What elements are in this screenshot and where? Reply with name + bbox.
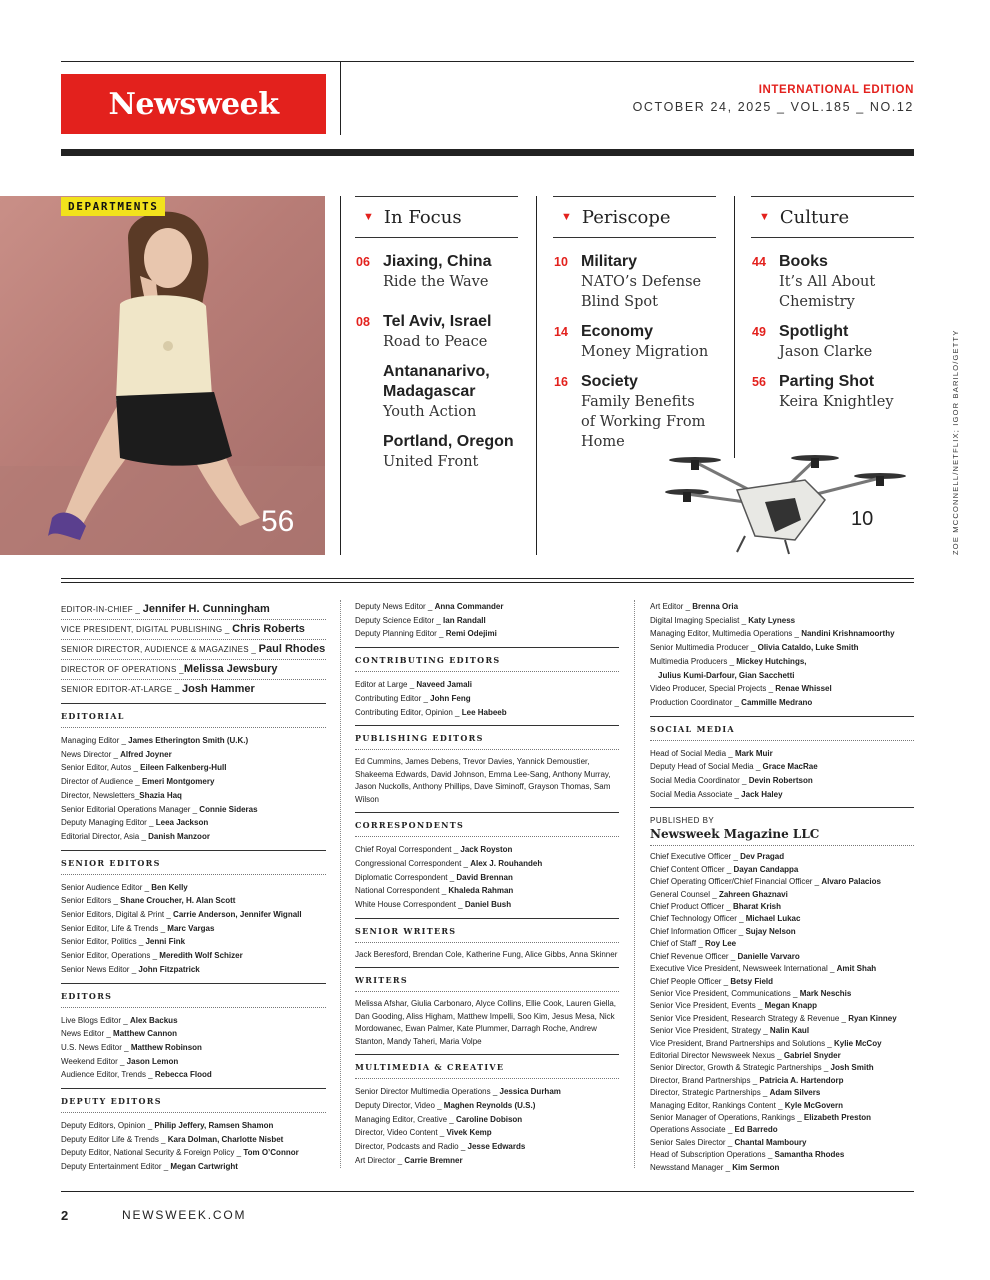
- masthead-row: News Editor _ Matthew Cannon: [61, 1029, 178, 1039]
- masthead-rule-top: [61, 578, 914, 579]
- masthead-row: Director, Strategic Partnerships _ Adam Silvers: [650, 1088, 821, 1098]
- masthead-row: Senior Editor, Life & Trends _ Marc Vargas: [61, 923, 215, 933]
- masthead-row: Digital Imaging Specialist _ Katy Lyness: [650, 615, 796, 625]
- section-title: In Focus: [383, 206, 462, 228]
- masthead-row: Director, Video Content _ Vivek Kemp: [355, 1128, 492, 1138]
- masthead-heading: DEPUTY EDITORS: [61, 1088, 326, 1113]
- entry-subtitle: Family Benefits of Working From Home: [581, 394, 706, 450]
- masthead-column-2: [355, 600, 619, 1167]
- masthead-row: Deputy News Editor _ Anna Commander: [355, 602, 504, 611]
- masthead-row: Editorial Director, Asia _ Danish Manzoor: [61, 831, 210, 841]
- top-rule: [61, 61, 914, 62]
- masthead-row: Deputy Science Editor _ Ian Randall: [355, 615, 486, 625]
- masthead-column-3: [650, 600, 914, 1174]
- masthead-row: Contributing Editor, Opinion _ Lee Habeeb: [355, 707, 507, 717]
- entry-subtitle: NATO’s Defense Blind Spot: [581, 274, 702, 310]
- toc-entry[interactable]: [355, 252, 518, 292]
- triangle-down-icon: ▼: [363, 211, 374, 223]
- page-number: 06: [356, 255, 370, 269]
- masthead-row: Vice President, Brand Partnerships and Solutions _ Kylie McCoy: [650, 1038, 882, 1048]
- masthead-heading: SOCIAL MEDIA: [650, 716, 914, 741]
- toc-entry[interactable]: [751, 252, 914, 312]
- entry-subtitle: Ride the Wave: [383, 274, 489, 290]
- masthead-row: Audience Editor, Trends _ Rebecca Flood: [61, 1070, 212, 1080]
- masthead-column-1: [61, 600, 326, 1174]
- masthead-heading: PUBLISHING EDITORS: [355, 725, 619, 750]
- masthead-row: Chief Operating Officer/Chief Financial Officer _ Alvaro Palacios: [650, 877, 881, 887]
- masthead-row: Social Media Associate _ Jack Haley: [650, 789, 783, 799]
- masthead-row: Senior Vice President, Strategy _ Nalin Kaul: [650, 1026, 810, 1036]
- section-title: Periscope: [581, 206, 671, 228]
- entry-title: Books: [779, 253, 828, 270]
- section-in-focus: [355, 196, 518, 472]
- photo-credit: ZOE MCCONNELL/NETFLIX; IGOR BARILO/GETTY: [951, 329, 960, 555]
- masthead-row: White House Correspondent _ Daniel Bush: [355, 900, 512, 910]
- masthead-row: Senior Editor, Autos _ Eileen Falkenberg-Hull: [61, 763, 227, 773]
- masthead-row: Senior Manager of Operations, Rankings _ Elizabeth Preston: [650, 1112, 871, 1122]
- page-number: 44: [752, 255, 766, 269]
- masthead-row: Managing Editor, Creative _ Caroline Dobison: [355, 1114, 523, 1124]
- masthead-row: Editor at Large _ Naveed Jamali: [355, 680, 472, 690]
- masthead-row: Art Director _ Carrie Bremner: [355, 1155, 463, 1165]
- masthead-row: Congressional Correspondent _ Alex J. Rouhandeh: [355, 858, 543, 868]
- masthead-row: Deputy Head of Social Media _ Grace MacRae: [650, 762, 818, 772]
- entry-title: Portland, Oregon: [383, 433, 514, 450]
- masthead-row: Deputy Editors, Opinion _ Philip Jeffery, Ramsen Shamon: [61, 1121, 274, 1131]
- masthead-row: Head of Subscription Operations _ Samantha Rhodes: [650, 1150, 845, 1160]
- masthead-row: Chief Information Officer _ Sujay Nelson: [650, 926, 796, 936]
- masthead-row: Operations Associate _ Ed Barredo: [650, 1125, 778, 1135]
- masthead-row: Senior Editors, Digital & Print _ Carrie Anderson, Jennifer Wignall: [61, 910, 302, 920]
- published-by-label: PUBLISHED BY: [650, 807, 914, 825]
- triangle-down-icon: ▼: [561, 211, 572, 223]
- masthead-row: Senior Editorial Operations Manager _ Connie Sideras: [61, 804, 258, 814]
- masthead-row: Director of Audience _ Emeri Montgomery: [61, 777, 215, 787]
- column-divider-1: [340, 196, 341, 555]
- entry-title: Tel Aviv, Israel: [383, 313, 492, 330]
- entry-title: Jiaxing, China: [383, 253, 492, 270]
- masthead-top-row: EDITOR-IN-CHIEF _ Jennifer H. Cunningham: [61, 600, 326, 620]
- section-header: [355, 196, 518, 238]
- footer-site-link[interactable]: NEWSWEEK.COM: [122, 1208, 247, 1222]
- photo-page-number: 56: [261, 505, 295, 538]
- masthead-row: Managing Editor, Multimedia Operations _ Nandini Krishnamoorthy: [650, 629, 895, 639]
- drone-photo[interactable]: [625, 440, 915, 555]
- masthead-row: Video Producer, Special Projects _ Renae Whissel: [650, 684, 832, 694]
- masthead-row: Art Editor _ Brenna Oria: [650, 602, 739, 611]
- entry-title: Antananarivo, Madagascar: [383, 363, 490, 400]
- thick-rule: [61, 149, 914, 156]
- entry-subtitle: Money Migration: [581, 344, 709, 360]
- entry-title: Parting Shot: [779, 373, 875, 390]
- senior-writers-list: Jack Beresford, Brendan Cole, Katherine Fung, Alice Gibbs, Anna Skinner: [355, 949, 618, 959]
- toc-entry[interactable]: [355, 312, 518, 352]
- masthead-row: Chief Executive Officer _ Dev Pragad: [650, 852, 785, 862]
- masthead-row: Senior Multimedia Producer _ Olivia Cataldo, Luke Smith: [650, 643, 859, 653]
- masthead-heading: CORRESPONDENTS: [355, 812, 619, 837]
- masthead-row: Social Media Coordinator _ Devin Robertson: [650, 776, 813, 786]
- masthead-row: National Correspondent _ Khaleda Rahman: [355, 886, 514, 896]
- masthead-row: Head of Social Media _ Mark Muir: [650, 748, 773, 758]
- writers-list: Melissa Afshar, Giulia Carbonaro, Alyce Collins, Ellie Cook, Lauren Giella, Dan Gooding, Aliss Higham, Matthew Impelli, Soo Kim, Jesus Mesa, Nick Mordowanec, Ewan Palmer, Kate Plummer, Darragh Roche, Andrew Stanton, Mandy Taheri, Maria Volpe: [355, 999, 617, 1046]
- entry-subtitle: United Front: [383, 454, 479, 470]
- column-divider-3: [734, 196, 735, 458]
- masthead-row: Deputy Editor, National Security & Foreign Policy _ Tom O’Connor: [61, 1148, 299, 1158]
- masthead-row: Deputy Managing Editor _ Leea Jackson: [61, 818, 209, 828]
- footer-rule: [61, 1191, 914, 1192]
- edition-label: INTERNATIONAL EDITION: [758, 84, 914, 96]
- masthead-row: Multimedia Producers _ Mickey Hutchings,: [650, 656, 807, 666]
- toc-entry[interactable]: [355, 432, 518, 472]
- entry-subtitle: Keira Knightley: [779, 394, 894, 410]
- issue-info: [633, 84, 914, 114]
- masthead-heading: EDITORIAL: [61, 703, 326, 728]
- masthead-row: Senior Editors _ Shane Croucher, H. Alan Scott: [61, 896, 236, 906]
- newsweek-logo[interactable]: Newsweek: [61, 74, 326, 134]
- entry-subtitle: Road to Peace: [383, 334, 488, 350]
- masthead-top-row: SENIOR EDITOR-AT-LARGE _ Josh Hammer: [61, 683, 255, 695]
- masthead-row: Senior Vice President, Communications _ Mark Neschis: [650, 988, 852, 998]
- masthead-row: Senior Director Multimedia Operations _ Jessica Durham: [355, 1087, 561, 1097]
- masthead-row: Julius Kumi-Darfour, Gian Sacchetti: [658, 670, 795, 680]
- masthead-top-row: SENIOR DIRECTOR, AUDIENCE & MAGAZINES _ Paul Rhodes: [61, 640, 326, 660]
- masthead-row: General Counsel _ Zahreen Ghaznavi: [650, 889, 788, 899]
- masthead-row: Chief Product Officer _ Bharat Krish: [650, 902, 782, 912]
- masthead-heading: SENIOR WRITERS: [355, 918, 619, 943]
- entry-subtitle: Jason Clarke: [779, 344, 873, 360]
- masthead-row: Production Coordinator _ Cammille Medrano: [650, 697, 813, 707]
- section-header: [553, 196, 716, 238]
- toc-entry[interactable]: [751, 322, 914, 362]
- toc-entry[interactable]: [553, 252, 716, 312]
- masthead-row: Live Blogs Editor _ Alex Backus: [61, 1015, 178, 1025]
- masthead-row: Contributing Editor _ John Feng: [355, 693, 471, 703]
- entry-title: Economy: [581, 323, 654, 340]
- toc-entry[interactable]: [751, 372, 914, 412]
- masthead-heading: CONTRIBUTING EDITORS: [355, 647, 619, 672]
- departments-photo[interactable]: [0, 196, 325, 555]
- masthead-row: Diplomatic Correspondent _ David Brennan: [355, 872, 513, 882]
- masthead-row: Director, Brand Partnerships _ Patricia A. Hartendorp: [650, 1075, 844, 1085]
- masthead-row: Editorial Director Newsweek Nexus _ Gabriel Snyder: [650, 1050, 841, 1060]
- dateline: OCTOBER 24, 2025 _ VOL.185 _ NO.12: [632, 100, 914, 114]
- masthead-row: Executive Vice President, Newsweek International _ Amit Shah: [650, 964, 877, 974]
- masthead-row: Deputy Editor Life & Trends _ Kara Dolman, Charlotte Nisbet: [61, 1134, 284, 1144]
- masthead-row: Deputy Planning Editor _ Remi Odejimi: [355, 629, 497, 639]
- entry-title: Society: [581, 373, 638, 390]
- masthead-divider-1: [340, 600, 341, 1168]
- masthead-top-row: VICE PRESIDENT, DIGITAL PUBLISHING _ Chris Roberts: [61, 620, 326, 640]
- masthead-row: Senior Sales Director _ Chantal Mamboury: [650, 1137, 807, 1147]
- toc-entry[interactable]: [553, 322, 716, 362]
- section-title: Culture: [779, 206, 850, 228]
- section-culture: [751, 196, 914, 412]
- masthead-row: Senior Editor, Operations _ Meredith Wolf Schizer: [61, 951, 243, 961]
- masthead-heading: EDITORS: [61, 983, 326, 1008]
- masthead-row: Chief Content Officer _ Dayan Candappa: [650, 864, 799, 874]
- masthead-row: Chief People Officer _ Betsy Field: [650, 976, 774, 986]
- departments-tag: DEPARTMENTS: [61, 197, 165, 216]
- header-divider: [340, 61, 341, 135]
- entry-subtitle: It’s All About Chemistry: [779, 274, 876, 310]
- entry-subtitle: Youth Action: [383, 404, 477, 420]
- page-number: 56: [752, 375, 766, 389]
- page-number: 14: [554, 325, 568, 339]
- masthead-row: Senior Vice President, Events _ Megan Knapp: [650, 1001, 818, 1011]
- page-number-footer: 2: [61, 1208, 69, 1223]
- masthead-row: Director, Podcasts and Radio _ Jesse Edwards: [355, 1142, 526, 1152]
- publishing-editors-list: Ed Cummins, James Debens, Trevor Davies, Yannick Demoustier, Shakeema Edwards, David Johnson, Emma Lee-Sang, Anthony Murray, Jason Nuckolls, Anthony Phillips, Dave Siminoff, Grayson Thomas, Sam Wilson: [355, 757, 611, 804]
- column-divider-2: [536, 196, 537, 555]
- masthead-top-row: DIRECTOR OF OPERATIONS _Melissa Jewsbury: [61, 660, 326, 680]
- masthead-row: Newsstand Manager _ Kim Sermon: [650, 1162, 780, 1172]
- masthead-row: Senior Editor, Politics _ Jenni Fink: [61, 937, 186, 947]
- page-number: 10: [554, 255, 568, 269]
- drone-page-number: 10: [851, 508, 874, 530]
- masthead-heading: WRITERS: [355, 967, 619, 992]
- masthead-divider-2: [634, 600, 635, 1168]
- page-number: 49: [752, 325, 766, 339]
- masthead-row: Chief Revenue Officer _ Danielle Varvaro: [650, 951, 800, 961]
- masthead-row: Weekend Editor _ Jason Lemon: [61, 1056, 179, 1066]
- masthead-row: U.S. News Editor _ Matthew Robinson: [61, 1042, 202, 1052]
- masthead-row: Senior News Editor _ John Fitzpatrick: [61, 964, 200, 974]
- masthead-row: Director, Newsletters_Shazia Haq: [61, 790, 182, 800]
- masthead-row: Managing Editor, Rankings Content _ Kyle McGovern: [650, 1100, 843, 1110]
- woman-seated-photo: [0, 196, 325, 555]
- masthead-heading: MULTIMEDIA & CREATIVE: [355, 1054, 619, 1079]
- masthead-row: Chief Royal Correspondent _ Jack Royston: [355, 845, 513, 855]
- masthead-row: News Director _ Alfred Joyner: [61, 749, 172, 759]
- masthead-row: Deputy Director, Video _ Maghen Reynolds (U.S.): [355, 1100, 536, 1110]
- masthead-row: Chief Technology Officer _ Michael Lukac: [650, 914, 801, 924]
- page-number: 08: [356, 315, 370, 329]
- toc-entry[interactable]: [355, 362, 518, 422]
- entry-title: Military: [581, 253, 638, 270]
- publisher-name: Newsweek Magazine LLC: [650, 825, 914, 846]
- section-periscope: [553, 196, 716, 452]
- masthead-row: Managing Editor _ James Etherington Smith (U.K.): [61, 736, 249, 745]
- masthead-row: Chief of Staff _ Roy Lee: [650, 939, 737, 949]
- entry-title: Spotlight: [779, 323, 849, 340]
- masthead-rule-bottom: [61, 582, 914, 583]
- triangle-down-icon: ▼: [759, 211, 770, 223]
- masthead-row: Deputy Entertainment Editor _ Megan Cartwright: [61, 1162, 238, 1172]
- masthead-row: Senior Audience Editor _ Ben Kelly: [61, 882, 188, 892]
- section-header: [751, 196, 914, 238]
- masthead-heading: SENIOR EDITORS: [61, 850, 326, 875]
- masthead-row: Senior Director, Growth & Strategic Partnerships _ Josh Smith: [650, 1063, 874, 1073]
- page-number: 16: [554, 375, 568, 389]
- masthead-row: Senior Vice President, Research Strategy & Revenue _ Ryan Kinney: [650, 1013, 897, 1023]
